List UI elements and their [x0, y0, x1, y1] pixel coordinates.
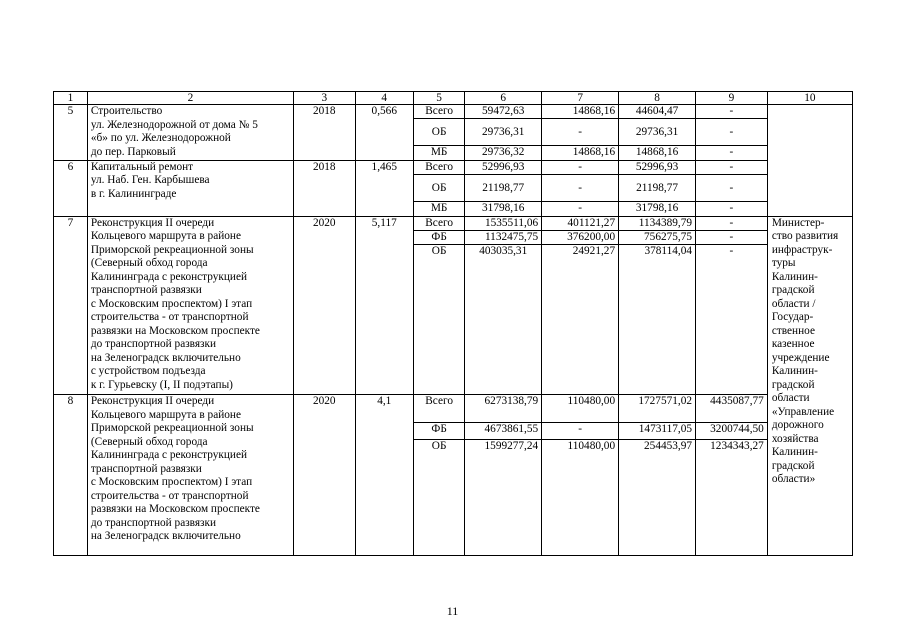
total-amount: 1132475,75 — [465, 231, 542, 245]
amount-col9: - — [696, 231, 768, 245]
amount-col7: - — [542, 423, 619, 440]
length-cell: 1,465 — [355, 160, 413, 216]
total-amount: 59472,63 — [465, 105, 542, 119]
amount-col7: 376200,00 — [542, 231, 619, 245]
object-description: Реконструкция II очереди Кольцевого маршрута в районе Приморской рекреационной зоны (Северный обход города Калининграда с реконструкцией транспортной развязки с Московским проспектом) I этап строительства - от транспортной развязки на Московском проспекте до транспортной развязки на Зеленоградск включительно — [87, 395, 293, 556]
amount-col8: 254453,97 — [619, 440, 696, 556]
amount-col7: 110480,00 — [542, 440, 619, 556]
row-number: 8 — [54, 395, 88, 556]
amount-col7: - — [542, 160, 619, 174]
header-cell: 10 — [767, 92, 852, 105]
amount-col7: 14868,16 — [542, 105, 619, 119]
total-amount: 6273138,79 — [465, 395, 542, 423]
year-cell: 2020 — [294, 216, 356, 395]
year-cell: 2018 — [294, 160, 356, 216]
fund-source: ОБ — [413, 440, 464, 556]
year-cell: 2018 — [294, 105, 356, 161]
fund-source: ОБ — [413, 245, 464, 395]
fund-source: ОБ — [413, 175, 464, 202]
total-amount: 1599277,24 — [465, 440, 542, 556]
amount-col7: - — [542, 119, 619, 146]
fund-source: ФБ — [413, 423, 464, 440]
amount-col9: 4435087,77 — [696, 395, 768, 423]
amount-col8: 44604,47 — [619, 105, 696, 119]
amount-col9: 1234343,27 — [696, 440, 768, 556]
amount-col9: - — [696, 119, 768, 146]
total-amount: 52996,93 — [465, 160, 542, 174]
header-row — [54, 92, 853, 105]
row-number: 5 — [54, 105, 88, 161]
amount-col8: 1473117,05 — [619, 423, 696, 440]
fund-source: МБ — [413, 146, 464, 160]
amount-col9: - — [696, 202, 768, 216]
total-amount: 31798,16 — [465, 202, 542, 216]
amount-col9: 3200744,50 — [696, 423, 768, 440]
header-cell: 6 — [465, 92, 542, 105]
object-description: Реконструкция II очереди Кольцевого маршрута в районе Приморской рекреационной зоны (Северный обход города Калининграда с реконструкцией транспортной развязки с Московским проспектом) I этап строительства - от транспортной развязки на Московском проспекте до транспортной развязки на Зеленоградск включительно с устройством подъезда к г. Гурьевску (I, II подэтапы) — [87, 216, 293, 395]
header-cell: 4 — [355, 92, 413, 105]
header-cell: 8 — [619, 92, 696, 105]
total-amount: 21198,77 — [465, 175, 542, 202]
amount-col9: - — [696, 245, 768, 395]
amount-col8: 52996,93 — [619, 160, 696, 174]
amount-col7: - — [542, 202, 619, 216]
amount-col7: - — [542, 175, 619, 202]
amount-col9: - — [696, 160, 768, 174]
year-cell: 2020 — [294, 395, 356, 556]
table-row — [54, 216, 853, 230]
header-cell: 9 — [696, 92, 768, 105]
table-row — [54, 105, 853, 119]
responsible-executor: Министер- ство развития инфраструк- туры Калинин- градской области / Государ- ственное казенное учреждение Калинин- градской области «Управление дорожного хозяйства Калинин- градской области» — [767, 216, 852, 556]
length-cell: 0,566 — [355, 105, 413, 161]
amount-col7: 14868,16 — [542, 146, 619, 160]
amount-col9: - — [696, 216, 768, 230]
program-table — [53, 91, 853, 556]
amount-col8: 756275,75 — [619, 231, 696, 245]
header-cell: 5 — [413, 92, 464, 105]
object-description: Капитальный ремонт ул. Наб. Ген. Карбышева в г. Калининграде — [87, 160, 293, 216]
row-number: 6 — [54, 160, 88, 216]
amount-col7: 401121,27 — [542, 216, 619, 230]
fund-source: Всего — [413, 105, 464, 119]
total-amount: 4673861,55 — [465, 423, 542, 440]
length-cell: 5,117 — [355, 216, 413, 395]
object-description: Строительство ул. Железнодорожной от дома № 5 «б» по ул. Железнодорожной до пер. Парковый — [87, 105, 293, 161]
amount-col8: 29736,31 — [619, 119, 696, 146]
fund-source: МБ — [413, 202, 464, 216]
amount-col8: 21198,77 — [619, 175, 696, 202]
amount-col7: 110480,00 — [542, 395, 619, 423]
length-cell: 4,1 — [355, 395, 413, 556]
fund-source: Всего — [413, 216, 464, 230]
amount-col8: 31798,16 — [619, 202, 696, 216]
total-amount: 29736,31 — [465, 119, 542, 146]
header-cell: 7 — [542, 92, 619, 105]
table-row — [54, 160, 853, 174]
fund-source: ФБ — [413, 231, 464, 245]
header-cell: 3 — [294, 92, 356, 105]
empty-cell — [767, 105, 852, 217]
total-amount: 1535511,06 — [465, 216, 542, 230]
amount-col8: 1727571,02 — [619, 395, 696, 423]
amount-col9: - — [696, 175, 768, 202]
amount-col7: 24921,27 — [542, 245, 619, 395]
amount-col8: 14868,16 — [619, 146, 696, 160]
table-row — [54, 395, 853, 423]
page-number: 11 — [446, 604, 459, 618]
fund-source: Всего — [413, 395, 464, 423]
amount-col8: 378114,04 — [619, 245, 696, 395]
total-amount: 403035,31 — [465, 245, 542, 395]
amount-col9: - — [696, 146, 768, 160]
header-cell: 2 — [87, 92, 293, 105]
amount-col8: 1134389,79 — [619, 216, 696, 230]
total-amount: 29736,32 — [465, 146, 542, 160]
row-number: 7 — [54, 216, 88, 395]
header-cell: 1 — [54, 92, 88, 105]
amount-col9: - — [696, 105, 768, 119]
fund-source: Всего — [413, 160, 464, 174]
fund-source: ОБ — [413, 119, 464, 146]
